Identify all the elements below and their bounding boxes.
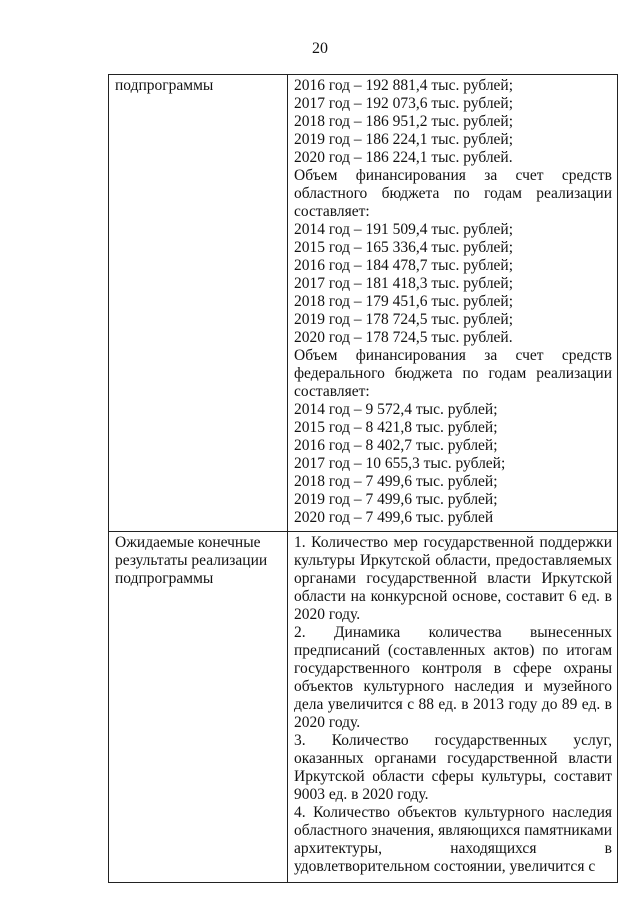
table-row [109, 532, 618, 883]
content-line: 2016 год – 8 402,7 тыс. рублей; [294, 437, 498, 454]
content-line: 2018 год – 186 951,2 тыс. рублей; [294, 113, 514, 130]
content-paragraph: 4. Количество объектов культурного наследия областного значения, являющихся памятниками архитектуры, находящихся в удовлетворительном состоянии, увеличится с [294, 804, 612, 875]
content-line: 2014 год – 9 572,4 тыс. рублей; [294, 401, 498, 418]
content-paragraph: 2. Динамика количества вынесенных предписаний (составленных актов) по итогам государственного контроля в сфере охраны объектов культурного наследия и музейного дела увеличится с 88 ед. в 2013 году до 89 ед. в 2020 году. [294, 624, 612, 731]
content-paragraph: Объем финансирования за счет средств федерального бюджета по годам реализации составляет: [294, 347, 612, 400]
content-line: 2015 год – 165 336,4 тыс. рублей; [294, 239, 514, 256]
row-label: Ожидаемые конечные результаты реализации подпрограммы [109, 532, 288, 883]
content-line: 2019 год – 186 224,1 тыс. рублей; [294, 131, 514, 148]
table-row [109, 75, 618, 532]
content-line: 2019 год – 178 724,5 тыс. рублей; [294, 311, 514, 328]
row-content [288, 532, 618, 883]
content-line: 2017 год – 181 418,3 тыс. рублей; [294, 275, 514, 292]
passport-table [108, 74, 618, 883]
row-content [288, 75, 618, 532]
content-line: 2014 год – 191 509,4 тыс. рублей; [294, 221, 514, 238]
content-line: 2018 год – 7 499,6 тыс. рублей; [294, 473, 498, 490]
content-line: 2020 год – 178 724,5 тыс. рублей. [294, 329, 513, 346]
content-paragraph: 3. Количество государственных услуг, оказанных органами государственной власти Иркутской области сферы культуры, составит 9003 ед. в 2020 году. [294, 732, 612, 803]
page-number: 20 [312, 40, 328, 57]
content-line: 2017 год – 192 073,6 тыс. рублей; [294, 95, 514, 112]
content-line: 2018 год – 179 451,6 тыс. рублей; [294, 293, 514, 310]
content-line: 2017 год – 10 655,3 тыс. рублей; [294, 455, 506, 472]
content-line: 2020 год – 7 499,6 тыс. рублей [294, 509, 494, 526]
content-line: 2016 год – 184 478,7 тыс. рублей; [294, 257, 514, 274]
content-line: 2015 год – 8 421,8 тыс. рублей; [294, 419, 498, 436]
content-line: 2019 год – 7 499,6 тыс. рублей; [294, 491, 498, 508]
row-label: подпрограммы [109, 75, 288, 532]
content-line: 2016 год – 192 881,4 тыс. рублей; [294, 77, 514, 94]
content-paragraph: 1. Количество мер государственной поддержки культуры Иркутской области, предоставляемых органами государственной власти Иркутской области на конкурсной основе, составит 6 ед. в 2020 году. [294, 534, 612, 623]
content-paragraph: Объем финансирования за счет средств областного бюджета по годам реализации составляет: [294, 167, 612, 220]
content-line: 2020 год – 186 224,1 тыс. рублей. [294, 149, 513, 166]
